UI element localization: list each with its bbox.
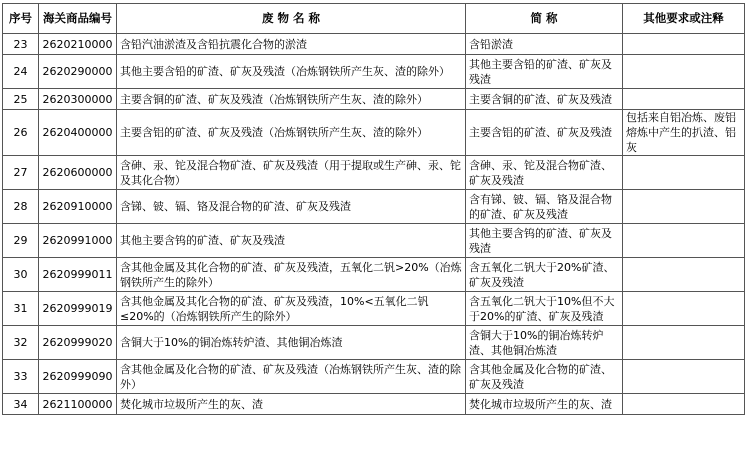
cell-abbr: 含铅淤渣 — [466, 34, 623, 55]
header-row — [3, 4, 745, 34]
table-row — [3, 292, 745, 326]
cell-seq: 32 — [3, 326, 39, 360]
cell-name: 焚化城市垃圾所产生的灰、渣 — [117, 394, 466, 415]
cell-name: 其他主要含铅的矿渣、矿灰及残渣（冶炼钢铁所产生灰、渣的除外） — [117, 55, 466, 89]
cell-name: 含铅汽油淤渣及含铅抗震化合物的淤渣 — [117, 34, 466, 55]
cell-abbr: 含有锑、铍、镉、铬及混合物的矿渣、矿灰及残渣 — [466, 190, 623, 224]
cell-name: 含铜大于10%的铜冶炼转炉渣、其他铜冶炼渣 — [117, 326, 466, 360]
cell-seq: 25 — [3, 89, 39, 110]
cell-abbr: 含五氧化二钒大于20%矿渣、矿灰及残渣 — [466, 258, 623, 292]
cell-seq: 34 — [3, 394, 39, 415]
cell-code: 2620999019 — [39, 292, 117, 326]
cell-abbr: 焚化城市垃圾所产生的灰、渣 — [466, 394, 623, 415]
cell-code: 2620999011 — [39, 258, 117, 292]
cell-name: 含其他金属及化合物的矿渣、矿灰及残渣（冶炼钢铁所产生灰、渣的除外） — [117, 360, 466, 394]
cell-code: 2620991000 — [39, 224, 117, 258]
cell-name: 含锑、铍、镉、铬及混合物的矿渣、矿灰及残渣 — [117, 190, 466, 224]
cell-seq: 30 — [3, 258, 39, 292]
cell-note — [623, 360, 745, 394]
cell-seq: 24 — [3, 55, 39, 89]
cell-seq: 33 — [3, 360, 39, 394]
cell-abbr: 主要含铜的矿渣、矿灰及残渣 — [466, 89, 623, 110]
waste-table — [2, 3, 745, 415]
cell-abbr: 其他主要含钨的矿渣、矿灰及残渣 — [466, 224, 623, 258]
cell-code: 2620999090 — [39, 360, 117, 394]
cell-note — [623, 258, 745, 292]
cell-seq: 31 — [3, 292, 39, 326]
cell-abbr: 含砷、汞、铊及混合物矿渣、矿灰及残渣 — [466, 156, 623, 190]
cell-seq: 23 — [3, 34, 39, 55]
table-row — [3, 258, 745, 292]
cell-name: 主要含铜的矿渣、矿灰及残渣（冶炼钢铁所产生灰、渣的除外） — [117, 89, 466, 110]
cell-abbr: 主要含铝的矿渣、矿灰及残渣 — [466, 110, 623, 156]
cell-code: 2620300000 — [39, 89, 117, 110]
cell-name: 其他主要含钨的矿渣、矿灰及残渣 — [117, 224, 466, 258]
table-row — [3, 110, 745, 156]
table-row — [3, 89, 745, 110]
cell-note — [623, 190, 745, 224]
cell-note: 包括来自铝冶炼、废铝熔炼中产生的扒渣、铝灰 — [623, 110, 745, 156]
cell-abbr: 含铜大于10%的铜冶炼转炉渣、其他铜冶炼渣 — [466, 326, 623, 360]
table-row — [3, 190, 745, 224]
cell-name: 含砷、汞、铊及混合物矿渣、矿灰及残渣（用于提取或生产砷、汞、铊及其化合物） — [117, 156, 466, 190]
table-body — [3, 34, 745, 415]
header-seq: 序号 — [3, 4, 39, 34]
header-name: 废 物 名 称 — [117, 4, 466, 34]
cell-code: 2620290000 — [39, 55, 117, 89]
table-row — [3, 156, 745, 190]
cell-abbr: 其他主要含铅的矿渣、矿灰及残渣 — [466, 55, 623, 89]
cell-note — [623, 34, 745, 55]
cell-abbr: 含五氧化二钒大于10%但不大于20%的矿渣、矿灰及残渣 — [466, 292, 623, 326]
table-row — [3, 360, 745, 394]
cell-code: 2620210000 — [39, 34, 117, 55]
table-row — [3, 34, 745, 55]
cell-code: 2620910000 — [39, 190, 117, 224]
cell-code: 2620999020 — [39, 326, 117, 360]
cell-seq: 26 — [3, 110, 39, 156]
cell-name: 主要含铝的矿渣、矿灰及残渣（冶炼钢铁所产生灰、渣的除外） — [117, 110, 466, 156]
table-row — [3, 394, 745, 415]
cell-code: 2621100000 — [39, 394, 117, 415]
cell-note — [623, 224, 745, 258]
table-row — [3, 224, 745, 258]
cell-note — [623, 292, 745, 326]
cell-note — [623, 89, 745, 110]
cell-name: 含其他金属及其化合物的矿渣、矿灰及残渣，五氧化二钒>20%（冶炼钢铁所产生的除外） — [117, 258, 466, 292]
cell-note — [623, 55, 745, 89]
cell-note — [623, 326, 745, 360]
header-abbr: 简 称 — [466, 4, 623, 34]
cell-note — [623, 394, 745, 415]
cell-seq: 29 — [3, 224, 39, 258]
cell-code: 2620600000 — [39, 156, 117, 190]
cell-seq: 27 — [3, 156, 39, 190]
cell-abbr: 含其他金属及化合物的矿渣、矿灰及残渣 — [466, 360, 623, 394]
header-code: 海关商品编号 — [39, 4, 117, 34]
table-row — [3, 326, 745, 360]
table-row — [3, 55, 745, 89]
cell-note — [623, 156, 745, 190]
cell-code: 2620400000 — [39, 110, 117, 156]
cell-name: 含其他金属及其化合物的矿渣、矿灰及残渣，10%<五氧化二钒≤20%的（冶炼钢铁所产生的除外） — [117, 292, 466, 326]
cell-seq: 28 — [3, 190, 39, 224]
header-note: 其他要求或注释 — [623, 4, 745, 34]
